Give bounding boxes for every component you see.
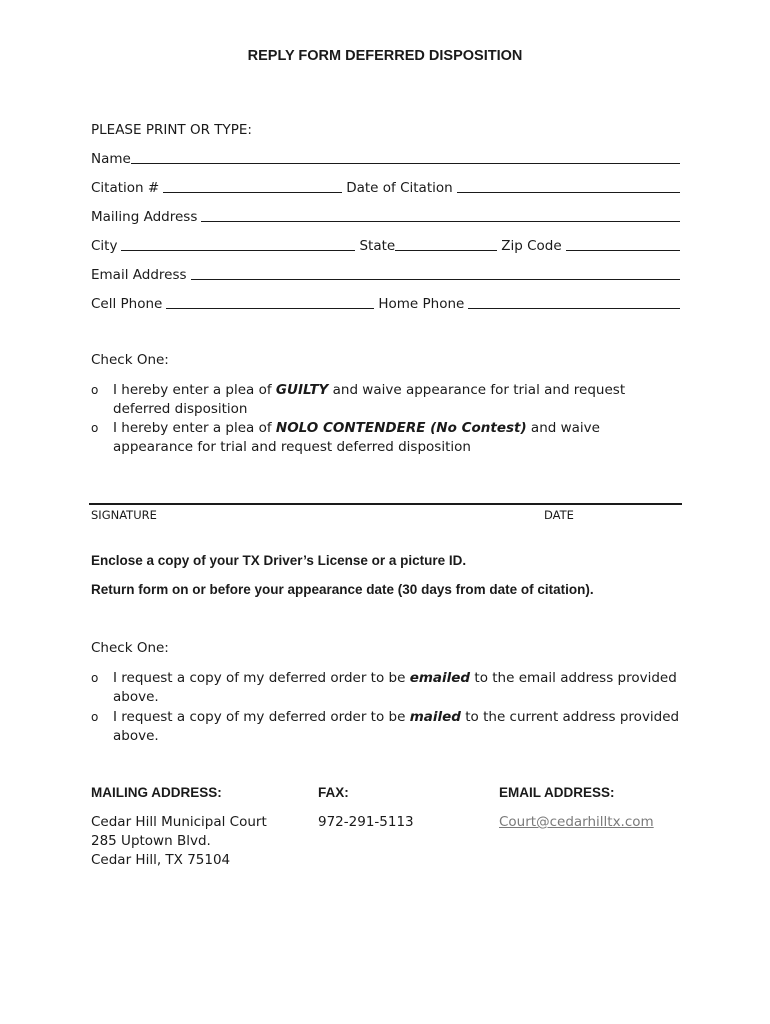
signature-line[interactable] — [89, 503, 682, 505]
plea-option-guilty[interactable]: o I hereby enter a plea of GUILTY and waive appearance for trial and request deferred disposition — [91, 382, 626, 417]
email-address-field[interactable] — [191, 279, 680, 280]
checkbox-icon[interactable]: o — [91, 671, 99, 685]
fax-number: 972-291-5113 — [318, 814, 414, 830]
citation-row — [91, 178, 680, 196]
state-label: State — [359, 238, 396, 254]
order-check-heading: Check One: — [91, 640, 169, 656]
cell-phone-field[interactable] — [166, 308, 374, 309]
court-street: 285 Uptown Blvd. — [91, 833, 211, 849]
citation-field[interactable] — [163, 192, 342, 193]
checkbox-icon[interactable]: o — [91, 421, 99, 435]
home-phone-label: Home Phone — [378, 296, 465, 312]
date-label: DATE — [544, 508, 574, 522]
mailing-address-label: Mailing Address — [91, 209, 198, 225]
citation-label: Citation # — [91, 180, 160, 196]
name-field[interactable] — [131, 163, 680, 164]
city-label: City — [91, 238, 118, 254]
mailing-address-field[interactable] — [201, 221, 680, 222]
state-field[interactable] — [395, 250, 497, 251]
order-option-mailed[interactable]: o I request a copy of my deferred order to be mailed to the current address provided above. — [91, 709, 680, 744]
mailing-address-heading: MAILING ADDRESS: — [91, 785, 222, 800]
court-name: Cedar Hill Municipal Court — [91, 814, 267, 830]
email-row — [91, 265, 680, 283]
mailing-address-row — [91, 207, 680, 225]
fax-heading: FAX: — [318, 785, 349, 800]
cell-phone-label: Cell Phone — [91, 296, 163, 312]
court-city-state-zip: Cedar Hill, TX 75104 — [91, 852, 231, 868]
name-row — [91, 149, 680, 167]
guilty-emphasis: GUILTY — [275, 382, 329, 398]
date-of-citation-label: Date of Citation — [346, 180, 453, 196]
checkbox-icon[interactable]: o — [91, 710, 99, 724]
nolo-emphasis: NOLO CONTENDERE (No Contest) — [275, 420, 527, 436]
home-phone-field[interactable] — [468, 308, 680, 309]
date-of-citation-field[interactable] — [457, 192, 680, 193]
plea-check-heading: Check One: — [91, 352, 169, 368]
email-address-heading: EMAIL ADDRESS: — [499, 785, 615, 800]
city-state-zip-row — [91, 236, 680, 254]
email-address-label: Email Address — [91, 267, 187, 283]
signature-label: SIGNATURE — [91, 508, 157, 522]
mailed-emphasis: mailed — [409, 709, 461, 725]
emailed-emphasis: emailed — [409, 670, 471, 686]
checkbox-icon[interactable]: o — [91, 383, 99, 397]
return-deadline-note: Return form on or before your appearance date (30 days from date of citation). — [91, 582, 594, 597]
print-instruction: PLEASE PRINT OR TYPE: — [91, 122, 252, 138]
city-field[interactable] — [121, 250, 355, 251]
phone-row — [91, 294, 680, 312]
enclose-id-note: Enclose a copy of your TX Driver’s License or a picture ID. — [91, 553, 467, 568]
name-label: Name — [91, 151, 131, 167]
court-address — [91, 813, 267, 870]
plea-option-nolo[interactable]: o I hereby enter a plea of NOLO CONTENDERE (No Contest) and waive appearance for trial and request deferred disposition — [91, 420, 600, 455]
form-title: REPLY FORM DEFERRED DISPOSITION — [247, 48, 523, 64]
zip-code-label: Zip Code — [501, 238, 562, 254]
court-email-link[interactable]: Court@cedarhilltx.com — [499, 814, 654, 830]
zip-code-field[interactable] — [566, 250, 680, 251]
order-option-emailed[interactable]: o I request a copy of my deferred order to be emailed to the email address provided above. — [91, 670, 677, 705]
